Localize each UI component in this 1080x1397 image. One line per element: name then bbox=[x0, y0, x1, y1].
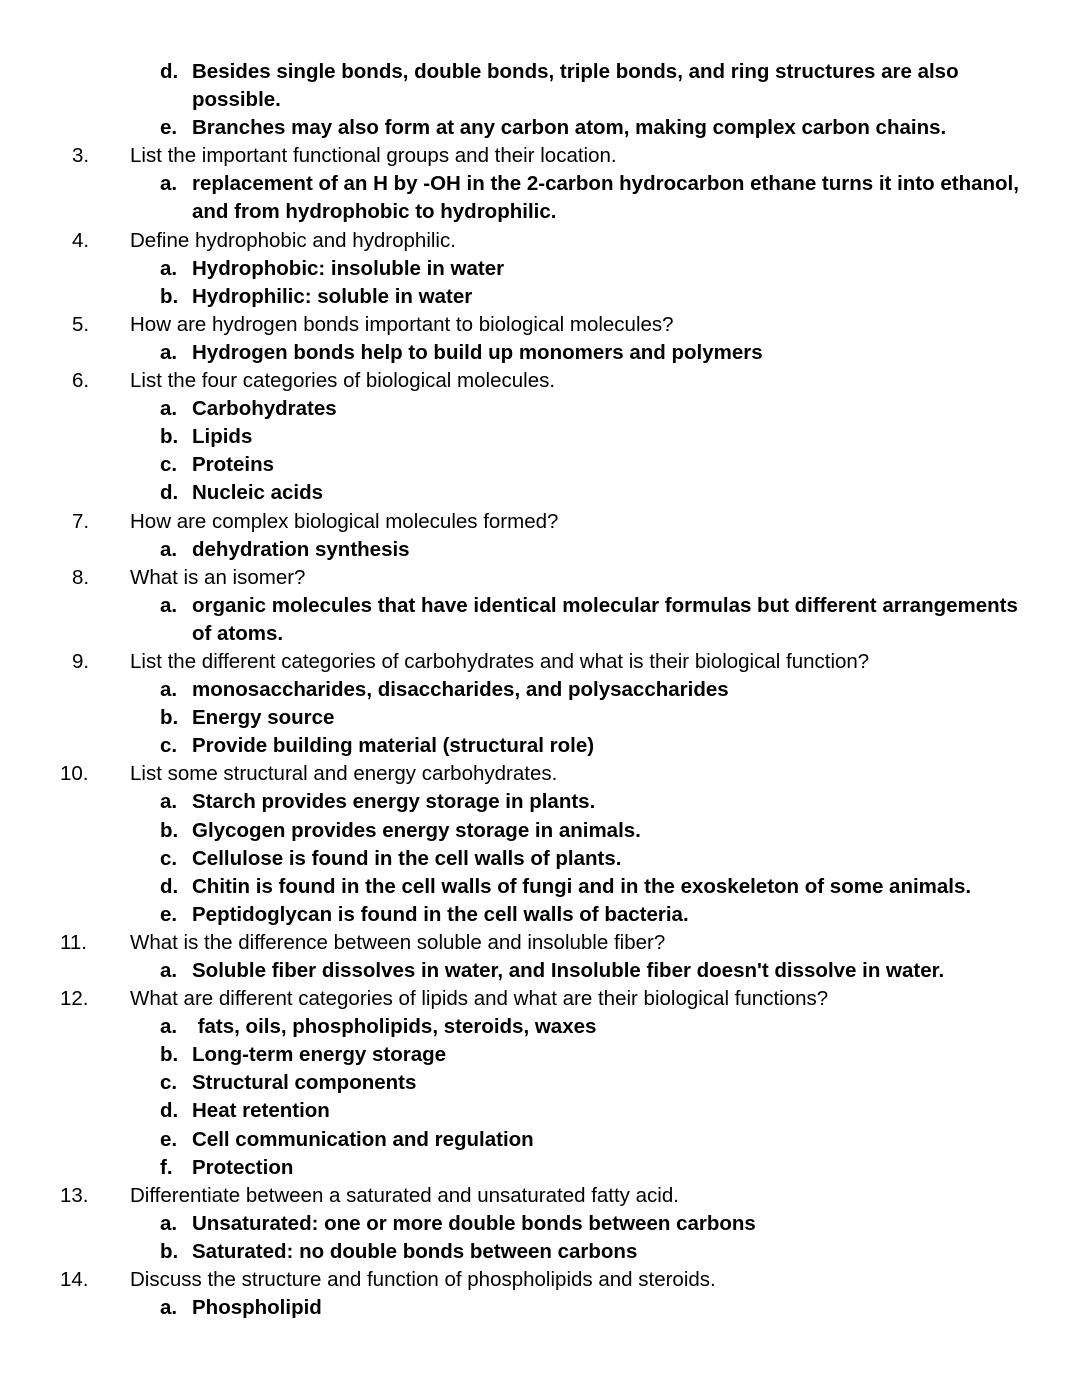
list-item-text: Unsaturated: one or more double bonds between carbons bbox=[192, 1211, 756, 1235]
outline-item-numbered bbox=[60, 929, 1020, 957]
outline-item-lettered bbox=[60, 817, 1020, 845]
list-marker: 6. bbox=[72, 369, 90, 393]
list-marker: b. bbox=[160, 1043, 179, 1067]
list-marker: 8. bbox=[72, 565, 90, 589]
outline-item-lettered bbox=[60, 873, 1020, 901]
list-item-text: Define hydrophobic and hydrophilic. bbox=[130, 228, 456, 252]
list-marker: 5. bbox=[72, 312, 90, 336]
list-marker: a. bbox=[160, 593, 178, 617]
list-item-text: Hydrophobic: insoluble in water bbox=[192, 256, 505, 280]
list-item-text: Long-term energy storage bbox=[192, 1043, 447, 1067]
list-item-text: Hydrophilic: soluble in water bbox=[192, 284, 473, 308]
outline-item-numbered bbox=[60, 311, 1020, 339]
list-item-text: How are complex biological molecules formed? bbox=[130, 509, 559, 533]
outline-item-lettered bbox=[60, 255, 1020, 283]
list-marker: a. bbox=[160, 537, 178, 561]
outline-item-lettered bbox=[60, 283, 1020, 311]
outline-item-lettered bbox=[60, 1069, 1020, 1097]
list-marker: a. bbox=[160, 1015, 178, 1039]
list-item-text: Peptidoglycan is found in the cell walls of bacteria. bbox=[192, 902, 689, 926]
list-marker: e. bbox=[160, 1127, 178, 1151]
list-item-text: What is an isomer? bbox=[130, 565, 306, 589]
outline-item-numbered bbox=[60, 1266, 1020, 1294]
list-marker: 11. bbox=[60, 930, 87, 954]
list-marker: 12. bbox=[60, 987, 89, 1011]
list-item-text: Provide building material (structural role) bbox=[192, 734, 595, 758]
list-marker: d. bbox=[160, 60, 179, 83]
list-marker: 10. bbox=[60, 762, 89, 786]
outline-item-lettered bbox=[60, 957, 1020, 985]
outline-item-numbered bbox=[60, 648, 1020, 676]
outline-item-lettered bbox=[60, 901, 1020, 929]
list-marker: a. bbox=[160, 172, 178, 196]
outline-item-lettered bbox=[60, 395, 1020, 423]
list-marker: a. bbox=[160, 397, 178, 421]
list-item-text: Starch provides energy storage in plants. bbox=[192, 790, 596, 814]
list-item-text: fats, oils, phospholipids, steroids, waxes bbox=[192, 1015, 597, 1039]
outline-item-lettered bbox=[60, 845, 1020, 873]
list-marker: c. bbox=[160, 453, 178, 477]
outline-item-lettered bbox=[60, 788, 1020, 816]
list-marker: 9. bbox=[72, 649, 90, 673]
list-item-text: Branches may also form at any carbon atom, making complex carbon chains. bbox=[192, 116, 947, 140]
outline-item-numbered bbox=[60, 508, 1020, 536]
outline-item-lettered bbox=[60, 339, 1020, 367]
outline-item-numbered bbox=[60, 367, 1020, 395]
list-marker: 13. bbox=[60, 1183, 89, 1207]
list-marker: c. bbox=[160, 734, 178, 758]
outline-item-numbered bbox=[60, 1182, 1020, 1210]
outline-item-lettered bbox=[60, 451, 1020, 479]
list-item-text: organic molecules that have identical molecular formulas but different arrangements of atoms. bbox=[192, 593, 1024, 645]
list-marker: e. bbox=[160, 902, 178, 926]
list-marker: a. bbox=[160, 1296, 178, 1320]
outline-item-lettered bbox=[60, 592, 1024, 648]
outline-item-lettered bbox=[60, 704, 1020, 732]
list-item-text: Chitin is found in the cell walls of fungi and in the exoskeleton of some animals. bbox=[192, 874, 972, 898]
list-marker: b. bbox=[160, 818, 179, 842]
list-item-text: monosaccharides, disaccharides, and polysaccharides bbox=[192, 678, 729, 702]
list-item-text: List the different categories of carbohydrates and what is their biological function? bbox=[130, 649, 870, 673]
outline-item-lettered bbox=[60, 58, 1020, 114]
list-item-text: Cell communication and regulation bbox=[192, 1127, 534, 1151]
list-item-text: Heat retention bbox=[192, 1099, 330, 1123]
outline-item-numbered bbox=[60, 985, 1020, 1013]
outline-item-lettered bbox=[60, 536, 1020, 564]
list-item-text: Proteins bbox=[192, 453, 275, 477]
outline-item-lettered bbox=[60, 1210, 1020, 1238]
outline-item-lettered bbox=[60, 1154, 1020, 1182]
list-item-text: Hydrogen bonds help to build up monomers and polymers bbox=[192, 340, 763, 364]
list-marker: d. bbox=[160, 874, 179, 898]
list-marker: a. bbox=[160, 256, 178, 280]
outline-item-numbered bbox=[60, 142, 1020, 170]
list-marker: b. bbox=[160, 284, 179, 308]
list-marker: e. bbox=[160, 116, 178, 140]
list-item-text: Energy source bbox=[192, 706, 335, 730]
list-item-text: replacement of an H by -OH in the 2-carbon hydrocarbon ethane turns it into ethanol, and from hydrophobic to hydrophilic. bbox=[192, 172, 1025, 224]
outline-item-lettered bbox=[60, 479, 1020, 507]
outline-item-lettered bbox=[60, 423, 1020, 451]
outline-item-lettered bbox=[60, 1097, 1020, 1125]
outline-item-lettered bbox=[60, 1013, 1020, 1041]
list-item-text: How are hydrogen bonds important to biological molecules? bbox=[130, 312, 674, 336]
list-item-text: dehydration synthesis bbox=[192, 537, 410, 561]
outline-item-lettered bbox=[60, 1294, 1020, 1322]
outline-item-lettered bbox=[60, 732, 1020, 760]
list-marker: c. bbox=[160, 1071, 178, 1095]
list-marker: b. bbox=[160, 706, 179, 730]
list-marker: c. bbox=[160, 846, 178, 870]
list-item-text: Nucleic acids bbox=[192, 481, 324, 505]
list-marker: 14. bbox=[60, 1268, 89, 1292]
list-item-text: What are different categories of lipids and what are their biological functions? bbox=[130, 987, 829, 1011]
list-item-text: Lipids bbox=[192, 425, 253, 449]
list-item-text: What is the difference between soluble and insoluble fiber? bbox=[130, 930, 666, 954]
list-marker: 4. bbox=[72, 228, 90, 252]
list-marker: d. bbox=[160, 1099, 179, 1123]
outline-item-lettered bbox=[60, 1126, 1020, 1154]
list-marker: b. bbox=[160, 425, 179, 449]
list-item-text: Phospholipid bbox=[192, 1296, 322, 1320]
list-marker: a. bbox=[160, 678, 178, 702]
list-item-text: Protection bbox=[192, 1155, 294, 1179]
outline-item-lettered bbox=[60, 1238, 1020, 1266]
list-marker: 7. bbox=[72, 509, 90, 533]
outline-item-numbered bbox=[60, 564, 1020, 592]
outline-item-numbered bbox=[60, 227, 1020, 255]
list-item-text: List the four categories of biological molecules. bbox=[130, 369, 556, 393]
list-item-text: Carbohydrates bbox=[192, 397, 337, 421]
list-item-text: Discuss the structure and function of phospholipids and steroids. bbox=[130, 1268, 716, 1292]
list-marker: b. bbox=[160, 1239, 179, 1263]
list-marker: f. bbox=[160, 1155, 173, 1179]
list-item-text: Saturated: no double bonds between carbons bbox=[192, 1239, 638, 1263]
list-marker: a. bbox=[160, 1211, 178, 1235]
list-marker: d. bbox=[160, 481, 179, 505]
list-marker: a. bbox=[160, 959, 178, 982]
list-marker: 3. bbox=[72, 144, 90, 168]
outline-item-lettered bbox=[60, 170, 1025, 226]
list-item-text: Soluble fiber dissolves in water, and Insoluble fiber doesn't dissolve in water. bbox=[192, 959, 945, 982]
list-item-text: Besides single bonds, double bonds, triple bonds, and ring structures are also possible. bbox=[192, 60, 965, 112]
list-item-text: Cellulose is found in the cell walls of plants. bbox=[192, 846, 622, 870]
outline-item-numbered bbox=[60, 760, 1020, 788]
outline-item-lettered bbox=[60, 114, 1020, 142]
list-item-text: Structural components bbox=[192, 1071, 417, 1095]
outline-item-lettered bbox=[60, 1041, 1020, 1069]
outline-list bbox=[60, 58, 1025, 1322]
list-item-text: List the important functional groups and their location. bbox=[130, 144, 617, 168]
outline-item-lettered bbox=[60, 676, 1020, 704]
list-item-text: List some structural and energy carbohydrates. bbox=[130, 762, 558, 786]
list-marker: a. bbox=[160, 340, 178, 364]
list-item-text: Glycogen provides energy storage in animals. bbox=[192, 818, 641, 842]
list-item-text: Differentiate between a saturated and unsaturated fatty acid. bbox=[130, 1183, 679, 1207]
list-marker: a. bbox=[160, 790, 178, 814]
